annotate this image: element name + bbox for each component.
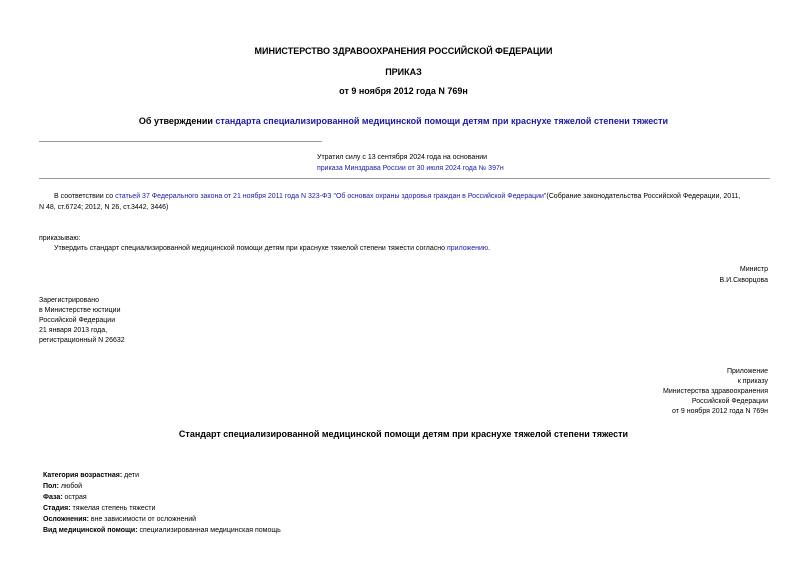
document-title-link[interactable]: стандарта специализированной медицинской помощи детям при краснухе тяжелой степени тяжести [215, 116, 669, 126]
order-date: от 9 ноября 2012 года N 769н [339, 86, 468, 96]
preamble-line-2: N 48, ст.6724; 2012, N 26, ст.3442, 3446) [39, 204, 169, 211]
attribute-sex: Пол: любой [43, 483, 83, 490]
attribute-phase: Фаза: острая [43, 494, 87, 501]
preamble-source: (Собрание законодательства Российской Федерации, 2011, [546, 193, 741, 200]
order-verb: приказываю: [39, 235, 81, 242]
standard-title: Стандарт специализированной медицинской помощи детям при краснухе тяжелой степени тяжести [178, 429, 629, 439]
preamble-line-1 [54, 192, 740, 202]
registration-line: в Министерстве юстиции [39, 307, 121, 314]
short-divider [39, 141, 322, 142]
registration-line: 21 января 2013 года, [39, 327, 108, 334]
approve-text: Утвердить стандарт специализированной медицинской помощи детям при краснухе тяжелой степени тяжести согласно [54, 245, 447, 252]
approve-end: . [488, 245, 491, 252]
registration-line: Российской Федерации [39, 317, 116, 324]
expired-note: Утратил силу с 13 сентября 2024 года на основании [317, 154, 488, 161]
registration-line: регистрационный N 26632 [39, 337, 125, 344]
document-title [0, 116, 807, 126]
long-divider [39, 178, 770, 179]
attribute-complications: Осложнения: вне зависимости от осложнений [43, 516, 197, 523]
appendix-line: к приказу [737, 378, 768, 385]
appendix-line: Российской Федерации [691, 398, 768, 405]
attribute-care-type: Вид медицинской помощи: специализированная медицинская помощь [43, 527, 281, 534]
approve-line [54, 244, 490, 254]
ministry-title: МИНИСТЕРСТВО ЗДРАВООХРАНЕНИЯ РОССИЙСКОЙ ФЕДЕРАЦИИ [254, 46, 553, 56]
signature-name: В.И.Скворцова [719, 277, 768, 284]
appendix-block [663, 367, 768, 417]
preamble-prefix: В соответствии со [54, 193, 116, 200]
expired-order-link[interactable]: приказа Минздрава России от 30 июля 2024 года № 397н [317, 165, 504, 172]
appendix-line: Приложение [726, 368, 768, 375]
registration-line: Зарегистрировано [39, 297, 99, 304]
appendix-link[interactable]: приложению [446, 245, 489, 252]
attribute-age: Категория возрастная: дети [43, 472, 139, 479]
order-word: ПРИКАЗ [385, 67, 422, 77]
federal-law-link[interactable]: статьей 37 Федерального закона от 21 ноября 2011 года N 323-ФЗ "Об основах охраны здоровья граждан в Российской Федерации" [115, 193, 547, 200]
attributes-list [43, 470, 281, 536]
document-title-prefix: Об утверждении [138, 116, 216, 126]
appendix-line: от 9 ноября 2012 года N 769н [672, 408, 768, 415]
signature-position: Министр [739, 266, 768, 273]
attribute-stage: Стадия: тяжелая степень тяжести [43, 505, 156, 512]
appendix-line: Министерства здравоохранения [663, 388, 768, 395]
registration-block [39, 296, 125, 346]
